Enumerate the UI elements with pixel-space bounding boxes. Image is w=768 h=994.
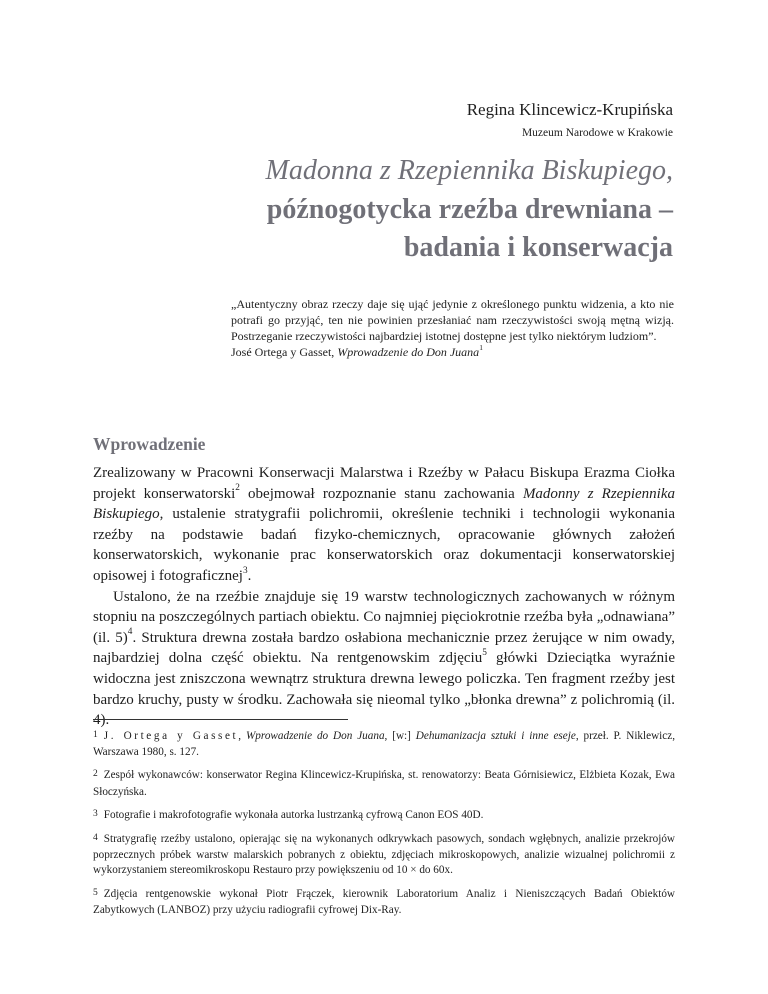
footnote-text: Zespół wykonawców: konserwator Regina Klincewicz-Krupińska, st. renowatorzy: Beata Górnisiewicz, Elżbieta Kozak, Ewa Słoczyńska. [93,769,675,798]
epigraph-quote: „Autentyczny obraz rzeczy daje się ująć jedynie z określonego punktu widzenia, a kto nie potrafi go przyjąć, ten nie powinien przesłaniać nam rzeczywistości swoją mętną wizją. Postrzeganie rzeczywistości najbardziej istotnej dostępne jest tylko niektórym ludziom”. [231,297,674,343]
epigraph-source-title: Wprowadzenie do Don Juana [337,345,480,359]
paragraph-1 [93,463,675,587]
p1-text-3: , ustalenie stratygrafii polichromii, określenie techniki i technologii wykonania rzeźby na podstawie badań fizyko-chemicznych, opracowanie głównych założeń konserwatorskich, wykonanie prac konserwatorskich oraz dokumentacji konserwatorskiej opisowej i fotograficznej [93,506,675,584]
footnote-number: 4 [93,833,98,844]
footnote-italic: Wprowadzenie do Don Juana [245,730,385,742]
footnote-text: , [238,730,246,742]
footnote-separator [93,719,348,720]
author-affiliation: Muzeum Narodowe w Krakowie [521,127,673,139]
footnote-text: , [w:] [384,730,416,742]
footnote-number: 1 [93,730,98,740]
p1-text-1: Zrealizowany w Pracowni Konserwacji Malarstwa i Rzeźby w Pałacu Biskupa Erazma Ciołka projekt konserwatorski [93,465,675,502]
footnote-author: J. Ortega y Gasset [103,730,239,742]
footnote-5 [93,887,675,918]
footnote-number: 5 [93,887,98,898]
footnote-ref-4[interactable]: 4 [127,627,133,638]
body-text [93,463,675,731]
footnote-2 [93,768,675,799]
title-line-2: późnogotycka rzeźba drewniana – [266,193,673,225]
paragraph-2 [93,587,675,731]
title-line-3: badania i konserwacja [403,232,673,263]
footnote-text: Zdjęcia rentgenowskie wykonał Piotr Frączek, kierownik Laboratorium Analiz i Nieniszczących Badań Obiektów Zabytkowych (LANBOZ) przy użyciu radiografii cyfrowej Dix-Ray. [93,887,675,916]
epigraph-source-author: José Ortega y Gasset, [231,345,338,359]
footnote-ref-5[interactable]: 5 [482,647,487,658]
footnote-3 [93,808,675,824]
footnote-number: 3 [93,808,98,819]
footnote-ref-2[interactable]: 2 [235,483,240,494]
footnote-text: , przeł. P. Niklewicz, Warszawa 1980, s. 127. [93,730,676,759]
epigraph-source [231,344,674,360]
footnote-ref-3[interactable]: 3 [242,565,248,576]
footnote-text: Fotografie i makrofotografie wykonała autorka lustrzanką cyfrową Canon EOS 40D. [103,808,484,821]
p1-text-2: obejmował rozpoznanie stanu zachowania [239,485,523,502]
section-heading: Wprowadzenie [93,434,206,454]
article-title [113,152,673,268]
epigraph [231,296,674,360]
footnote-italic: Dehumanizacja sztuki i inne eseje [415,730,576,742]
p1-text-4: . [247,567,252,584]
p2-text-1: Ustalono, że na rzeźbie znajduje się 19 warstw technologicznych zachowanych w różnym stopniu na poszczególnych partiach obiektu. Co najmniej pięciokrotnie rzeźba była „odnawiana” (il. 5) [93,588,675,646]
footnote-ref-1[interactable]: 1 [479,342,483,352]
footnote-4 [93,832,675,879]
title-line-1: Madonna z Rzepiennika Biskupiego, [265,155,673,186]
p2-text-3: główki Dzieciątka wyraźnie widoczna jest zniszczona wewnątrz struktura drewna lewego policzka. Ten fragment rzeźby jest bardzo kruchy, pusty w środku. Zachowała się nieomal tylko „błonka drewna” z polichromią (il. 4). [93,650,675,729]
footnote-number: 2 [93,769,98,780]
p2-text-2: . Struktura drewna została bardzo osłabiona mechanicznie przez żerujące w nim owady, najbardziej dolna część obiektu. Na rentgenowskim zdjęciu [93,629,676,667]
p1-italic-title: Madonny z Rzepiennika Biskupiego [93,485,675,523]
footnotes [93,729,675,926]
author-name: Regina Klincewicz-Krupińska [466,100,673,119]
footnote-1 [93,729,675,760]
footnote-text: Stratygrafię rzeźby ustalono, opierając się na wykonanych odkrywkach pasowych, sondach wgłębnych, analizie przekrojów poprzecznych próbek warstw malarskich pobranych z obiektu, zdjęciach mikroskopowych, analizie wizualnej polichromii z wykorzystaniem stereomikroskopu Restauro przy powiększeniu od 10 × do 60x. [93,833,675,877]
